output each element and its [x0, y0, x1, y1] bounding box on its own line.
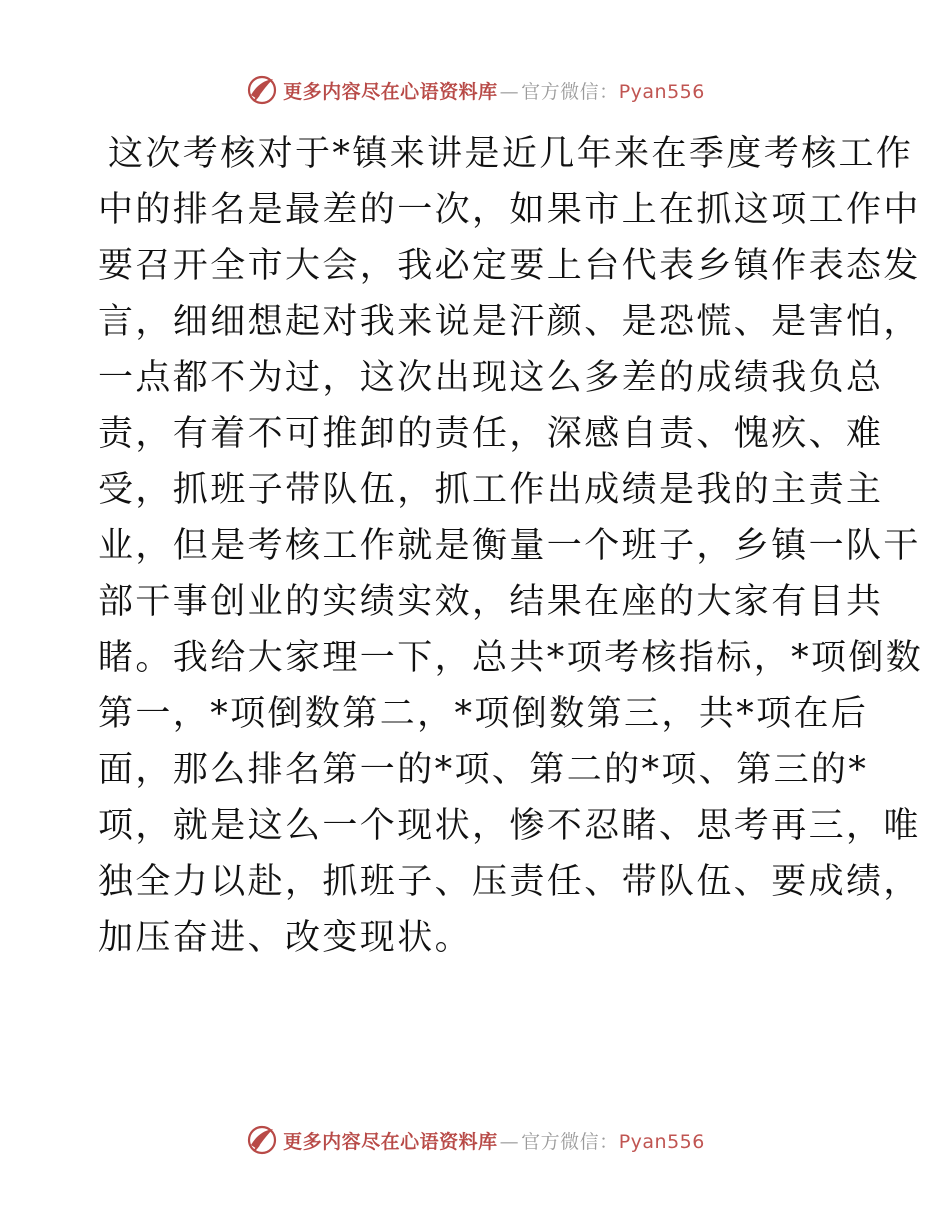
body-line: 项，就是这么一个现状，惨不忍睹、思考再三，唯 [98, 806, 921, 846]
pen-logo-icon [245, 1123, 279, 1157]
body-line: 受，抓班子带队伍，抓工作出成绩是我的主责主 [98, 470, 884, 510]
body-line: 这次考核对于*镇来讲是近几年来在季度考核工作 [108, 134, 914, 174]
body-line: 要召开全市大会，我必定要上台代表乡镇作表态发 [98, 246, 921, 286]
body-line: 中的排名是最差的一次，如果市上在抓这项工作中 [98, 190, 921, 230]
body-line: 睹。我给大家理一下，总共*项考核指标，*项倒数 [98, 638, 924, 678]
body-line: 责，有着不可推卸的责任，深感自责、愧疚、难 [98, 414, 884, 454]
footer-watermark-separator: — [499, 1130, 520, 1153]
body-line: 面，那么排名第一的*项、第二的*项、第三的* [98, 750, 869, 790]
body-line: 业，但是考核工作就是衡量一个班子，乡镇一队干 [98, 526, 921, 566]
body-line: 言，细细想起对我来说是汗颜、是恐慌、是害怕， [98, 302, 921, 342]
header-watermark-text [283, 77, 705, 104]
footer-watermark-id: Pyan556 [618, 1130, 705, 1153]
header-watermark-label: 官方微信： [521, 80, 619, 103]
footer-watermark-text [283, 1127, 705, 1154]
header-watermark [0, 70, 950, 110]
body-line: 独全力以赴，抓班子、压责任、带队伍、要成绩， [98, 862, 921, 902]
footer-watermark-label: 官方微信： [521, 1130, 619, 1153]
pen-logo-icon [245, 73, 279, 107]
body-line: 加压奋进、改变现状。 [98, 918, 473, 958]
body-line: 第一，*项倒数第二，*项倒数第三，共*项在后 [98, 694, 869, 734]
body-line: 一点都不为过，这次出现这么多差的成绩我负总 [98, 358, 884, 398]
body-line: 部干事创业的实绩实效，结果在座的大家有目共 [98, 582, 884, 622]
footer-watermark [0, 1120, 950, 1160]
header-watermark-separator: — [499, 80, 520, 103]
header-watermark-id: Pyan556 [618, 80, 705, 103]
body-paragraph [98, 126, 924, 966]
footer-watermark-brand: 更多内容尽在心语资料库 [283, 1130, 498, 1153]
header-watermark-brand: 更多内容尽在心语资料库 [283, 80, 498, 103]
